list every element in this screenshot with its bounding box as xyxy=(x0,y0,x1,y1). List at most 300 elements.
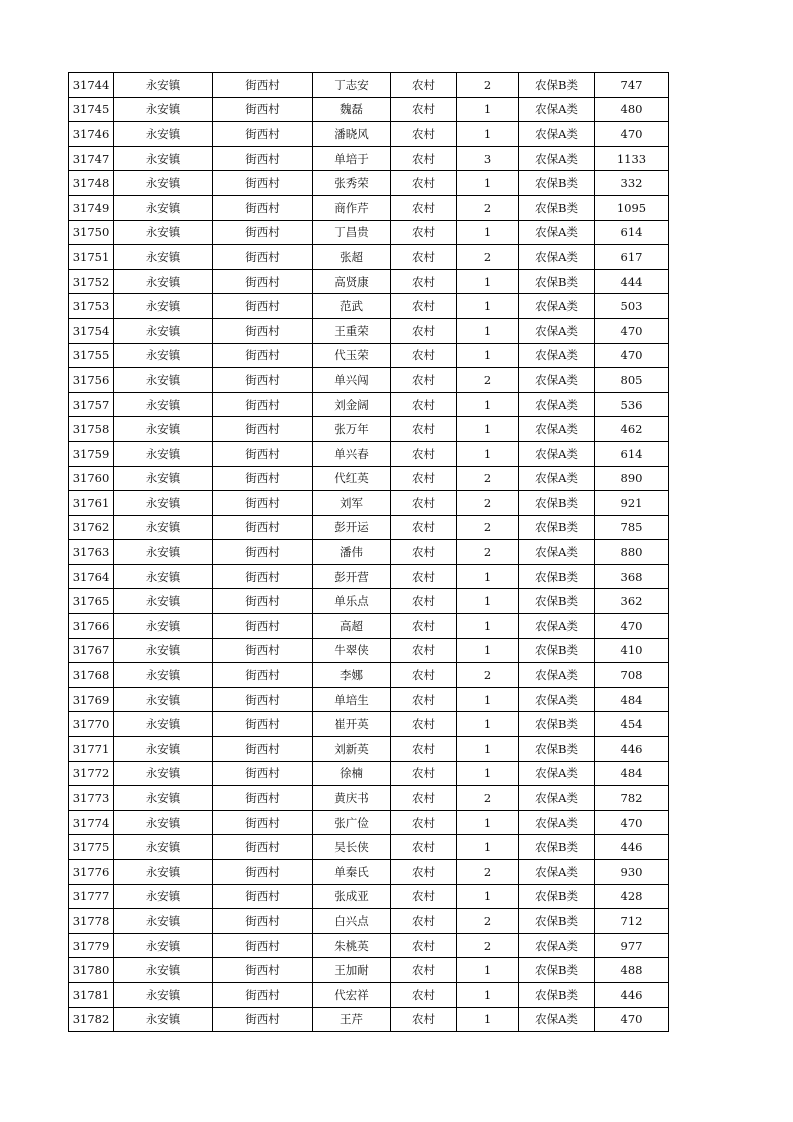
town-cell: 永安镇 xyxy=(114,589,213,614)
member-count-cell: 2 xyxy=(457,786,519,811)
amount-cell: 470 xyxy=(595,810,669,835)
insurance-type-cell: 农保A类 xyxy=(519,810,595,835)
table-row xyxy=(69,392,669,417)
member-count-cell: 1 xyxy=(457,614,519,639)
village-cell: 街西村 xyxy=(213,441,313,466)
village-cell: 街西村 xyxy=(213,195,313,220)
village-cell: 街西村 xyxy=(213,835,313,860)
amount-cell: 470 xyxy=(595,1007,669,1032)
town-cell: 永安镇 xyxy=(114,171,213,196)
table-row xyxy=(69,318,669,343)
member-count-cell: 1 xyxy=(457,441,519,466)
household-type-cell: 农村 xyxy=(391,638,457,663)
table-row xyxy=(69,712,669,737)
household-type-cell: 农村 xyxy=(391,687,457,712)
name-cell: 高贤康 xyxy=(313,269,391,294)
id-cell: 31751 xyxy=(69,245,114,270)
household-type-cell: 农村 xyxy=(391,884,457,909)
household-type-cell: 农村 xyxy=(391,195,457,220)
household-type-cell: 农村 xyxy=(391,392,457,417)
name-cell: 潘伟 xyxy=(313,540,391,565)
household-type-cell: 农村 xyxy=(391,737,457,762)
insurance-type-cell: 农保B类 xyxy=(519,712,595,737)
amount-cell: 446 xyxy=(595,982,669,1007)
member-count-cell: 1 xyxy=(457,318,519,343)
village-cell: 街西村 xyxy=(213,810,313,835)
village-cell: 街西村 xyxy=(213,761,313,786)
member-count-cell: 2 xyxy=(457,909,519,934)
id-cell: 31777 xyxy=(69,884,114,909)
town-cell: 永安镇 xyxy=(114,122,213,147)
member-count-cell: 1 xyxy=(457,343,519,368)
id-cell: 31760 xyxy=(69,466,114,491)
id-cell: 31745 xyxy=(69,97,114,122)
name-cell: 单秦氏 xyxy=(313,860,391,885)
id-cell: 31766 xyxy=(69,614,114,639)
insurance-type-cell: 农保A类 xyxy=(519,663,595,688)
amount-cell: 712 xyxy=(595,909,669,934)
insurance-type-cell: 农保A类 xyxy=(519,392,595,417)
town-cell: 永安镇 xyxy=(114,343,213,368)
amount-cell: 503 xyxy=(595,294,669,319)
table-row xyxy=(69,564,669,589)
insurance-type-cell: 农保A类 xyxy=(519,146,595,171)
town-cell: 永安镇 xyxy=(114,835,213,860)
table-row xyxy=(69,835,669,860)
town-cell: 永安镇 xyxy=(114,97,213,122)
member-count-cell: 1 xyxy=(457,1007,519,1032)
village-cell: 街西村 xyxy=(213,417,313,442)
member-count-cell: 2 xyxy=(457,245,519,270)
id-cell: 31782 xyxy=(69,1007,114,1032)
amount-cell: 480 xyxy=(595,97,669,122)
household-type-cell: 农村 xyxy=(391,146,457,171)
id-cell: 31752 xyxy=(69,269,114,294)
town-cell: 永安镇 xyxy=(114,294,213,319)
table-row xyxy=(69,540,669,565)
member-count-cell: 1 xyxy=(457,564,519,589)
household-type-cell: 农村 xyxy=(391,269,457,294)
member-count-cell: 2 xyxy=(457,663,519,688)
village-cell: 街西村 xyxy=(213,884,313,909)
insurance-type-cell: 农保A类 xyxy=(519,466,595,491)
amount-cell: 617 xyxy=(595,245,669,270)
household-type-cell: 农村 xyxy=(391,97,457,122)
name-cell: 高超 xyxy=(313,614,391,639)
name-cell: 朱桃英 xyxy=(313,933,391,958)
name-cell: 徐楠 xyxy=(313,761,391,786)
village-cell: 街西村 xyxy=(213,392,313,417)
table-row xyxy=(69,417,669,442)
town-cell: 永安镇 xyxy=(114,220,213,245)
amount-cell: 362 xyxy=(595,589,669,614)
insurance-type-cell: 农保B类 xyxy=(519,982,595,1007)
household-type-cell: 农村 xyxy=(391,73,457,98)
village-cell: 街西村 xyxy=(213,909,313,934)
town-cell: 永安镇 xyxy=(114,245,213,270)
village-cell: 街西村 xyxy=(213,589,313,614)
town-cell: 永安镇 xyxy=(114,417,213,442)
table-row xyxy=(69,638,669,663)
name-cell: 刘金阔 xyxy=(313,392,391,417)
table-row xyxy=(69,884,669,909)
member-count-cell: 1 xyxy=(457,982,519,1007)
town-cell: 永安镇 xyxy=(114,933,213,958)
table-row xyxy=(69,810,669,835)
village-cell: 街西村 xyxy=(213,564,313,589)
household-type-cell: 农村 xyxy=(391,810,457,835)
village-cell: 街西村 xyxy=(213,245,313,270)
name-cell: 单乐点 xyxy=(313,589,391,614)
id-cell: 31769 xyxy=(69,687,114,712)
amount-cell: 977 xyxy=(595,933,669,958)
member-count-cell: 1 xyxy=(457,737,519,762)
member-count-cell: 1 xyxy=(457,417,519,442)
member-count-cell: 1 xyxy=(457,122,519,147)
id-cell: 31771 xyxy=(69,737,114,762)
id-cell: 31781 xyxy=(69,982,114,1007)
household-type-cell: 农村 xyxy=(391,245,457,270)
household-type-cell: 农村 xyxy=(391,491,457,516)
name-cell: 潘晓风 xyxy=(313,122,391,147)
household-type-cell: 农村 xyxy=(391,589,457,614)
insurance-type-cell: 农保B类 xyxy=(519,835,595,860)
name-cell: 代玉荣 xyxy=(313,343,391,368)
table-row xyxy=(69,368,669,393)
data-table xyxy=(68,72,669,1032)
village-cell: 街西村 xyxy=(213,146,313,171)
id-cell: 31758 xyxy=(69,417,114,442)
household-type-cell: 农村 xyxy=(391,860,457,885)
id-cell: 31772 xyxy=(69,761,114,786)
village-cell: 街西村 xyxy=(213,540,313,565)
id-cell: 31775 xyxy=(69,835,114,860)
town-cell: 永安镇 xyxy=(114,614,213,639)
name-cell: 单兴春 xyxy=(313,441,391,466)
town-cell: 永安镇 xyxy=(114,909,213,934)
table-row xyxy=(69,195,669,220)
insurance-type-cell: 农保A类 xyxy=(519,245,595,270)
insurance-type-cell: 农保A类 xyxy=(519,294,595,319)
household-type-cell: 农村 xyxy=(391,220,457,245)
amount-cell: 462 xyxy=(595,417,669,442)
insurance-type-cell: 农保A类 xyxy=(519,318,595,343)
member-count-cell: 2 xyxy=(457,933,519,958)
table-row xyxy=(69,786,669,811)
insurance-type-cell: 农保A类 xyxy=(519,687,595,712)
id-cell: 31744 xyxy=(69,73,114,98)
amount-cell: 614 xyxy=(595,441,669,466)
town-cell: 永安镇 xyxy=(114,761,213,786)
household-type-cell: 农村 xyxy=(391,318,457,343)
village-cell: 街西村 xyxy=(213,368,313,393)
name-cell: 刘军 xyxy=(313,491,391,516)
insurance-type-cell: 农保A类 xyxy=(519,368,595,393)
insurance-type-cell: 农保A类 xyxy=(519,761,595,786)
amount-cell: 930 xyxy=(595,860,669,885)
amount-cell: 488 xyxy=(595,958,669,983)
id-cell: 31764 xyxy=(69,564,114,589)
village-cell: 街西村 xyxy=(213,515,313,540)
name-cell: 张广俭 xyxy=(313,810,391,835)
insurance-type-cell: 农保B类 xyxy=(519,515,595,540)
name-cell: 王重荣 xyxy=(313,318,391,343)
id-cell: 31747 xyxy=(69,146,114,171)
table-row xyxy=(69,933,669,958)
name-cell: 代宏祥 xyxy=(313,982,391,1007)
table-row xyxy=(69,958,669,983)
amount-cell: 428 xyxy=(595,884,669,909)
village-cell: 街西村 xyxy=(213,638,313,663)
name-cell: 代红英 xyxy=(313,466,391,491)
amount-cell: 470 xyxy=(595,122,669,147)
village-cell: 街西村 xyxy=(213,97,313,122)
table-row xyxy=(69,146,669,171)
insurance-type-cell: 农保B类 xyxy=(519,884,595,909)
village-cell: 街西村 xyxy=(213,614,313,639)
village-cell: 街西村 xyxy=(213,958,313,983)
name-cell: 王芹 xyxy=(313,1007,391,1032)
name-cell: 彭开运 xyxy=(313,515,391,540)
amount-cell: 890 xyxy=(595,466,669,491)
household-type-cell: 农村 xyxy=(391,343,457,368)
town-cell: 永安镇 xyxy=(114,540,213,565)
insurance-type-cell: 农保A类 xyxy=(519,933,595,958)
household-type-cell: 农村 xyxy=(391,761,457,786)
name-cell: 刘新英 xyxy=(313,737,391,762)
amount-cell: 454 xyxy=(595,712,669,737)
village-cell: 街西村 xyxy=(213,982,313,1007)
id-cell: 31765 xyxy=(69,589,114,614)
village-cell: 街西村 xyxy=(213,687,313,712)
insurance-type-cell: 农保A类 xyxy=(519,122,595,147)
household-type-cell: 农村 xyxy=(391,368,457,393)
member-count-cell: 1 xyxy=(457,810,519,835)
insurance-type-cell: 农保B类 xyxy=(519,195,595,220)
insurance-type-cell: 农保A类 xyxy=(519,417,595,442)
name-cell: 张秀荣 xyxy=(313,171,391,196)
town-cell: 永安镇 xyxy=(114,884,213,909)
town-cell: 永安镇 xyxy=(114,73,213,98)
name-cell: 丁昌贵 xyxy=(313,220,391,245)
name-cell: 李娜 xyxy=(313,663,391,688)
table-row xyxy=(69,491,669,516)
town-cell: 永安镇 xyxy=(114,1007,213,1032)
member-count-cell: 2 xyxy=(457,491,519,516)
household-type-cell: 农村 xyxy=(391,417,457,442)
member-count-cell: 1 xyxy=(457,589,519,614)
town-cell: 永安镇 xyxy=(114,368,213,393)
insurance-type-cell: 农保A类 xyxy=(519,540,595,565)
member-count-cell: 2 xyxy=(457,515,519,540)
household-type-cell: 农村 xyxy=(391,564,457,589)
amount-cell: 446 xyxy=(595,737,669,762)
town-cell: 永安镇 xyxy=(114,663,213,688)
member-count-cell: 1 xyxy=(457,97,519,122)
household-type-cell: 农村 xyxy=(391,933,457,958)
insurance-type-cell: 农保A类 xyxy=(519,860,595,885)
id-cell: 31754 xyxy=(69,318,114,343)
member-count-cell: 1 xyxy=(457,392,519,417)
member-count-cell: 2 xyxy=(457,540,519,565)
household-type-cell: 农村 xyxy=(391,786,457,811)
village-cell: 街西村 xyxy=(213,73,313,98)
insurance-type-cell: 农保A类 xyxy=(519,614,595,639)
insurance-type-cell: 农保B类 xyxy=(519,269,595,294)
amount-cell: 805 xyxy=(595,368,669,393)
village-cell: 街西村 xyxy=(213,933,313,958)
town-cell: 永安镇 xyxy=(114,392,213,417)
town-cell: 永安镇 xyxy=(114,466,213,491)
name-cell: 单兴闯 xyxy=(313,368,391,393)
amount-cell: 484 xyxy=(595,761,669,786)
amount-cell: 470 xyxy=(595,614,669,639)
id-cell: 31767 xyxy=(69,638,114,663)
name-cell: 牛翠侠 xyxy=(313,638,391,663)
id-cell: 31746 xyxy=(69,122,114,147)
town-cell: 永安镇 xyxy=(114,810,213,835)
id-cell: 31759 xyxy=(69,441,114,466)
table-row xyxy=(69,441,669,466)
village-cell: 街西村 xyxy=(213,343,313,368)
table-row xyxy=(69,220,669,245)
insurance-type-cell: 农保B类 xyxy=(519,909,595,934)
table-row xyxy=(69,1007,669,1032)
table-row xyxy=(69,294,669,319)
insurance-type-cell: 农保B类 xyxy=(519,958,595,983)
name-cell: 魏磊 xyxy=(313,97,391,122)
id-cell: 31768 xyxy=(69,663,114,688)
name-cell: 单培于 xyxy=(313,146,391,171)
household-type-cell: 农村 xyxy=(391,614,457,639)
id-cell: 31776 xyxy=(69,860,114,885)
insurance-type-cell: 农保B类 xyxy=(519,737,595,762)
town-cell: 永安镇 xyxy=(114,515,213,540)
town-cell: 永安镇 xyxy=(114,687,213,712)
town-cell: 永安镇 xyxy=(114,441,213,466)
name-cell: 张成亚 xyxy=(313,884,391,909)
household-type-cell: 农村 xyxy=(391,982,457,1007)
table-row xyxy=(69,589,669,614)
member-count-cell: 1 xyxy=(457,884,519,909)
table-row xyxy=(69,515,669,540)
id-cell: 31749 xyxy=(69,195,114,220)
amount-cell: 747 xyxy=(595,73,669,98)
member-count-cell: 2 xyxy=(457,195,519,220)
table-row xyxy=(69,343,669,368)
table-row xyxy=(69,73,669,98)
insurance-type-cell: 农保A类 xyxy=(519,1007,595,1032)
town-cell: 永安镇 xyxy=(114,638,213,663)
town-cell: 永安镇 xyxy=(114,982,213,1007)
amount-cell: 1095 xyxy=(595,195,669,220)
id-cell: 31761 xyxy=(69,491,114,516)
id-cell: 31750 xyxy=(69,220,114,245)
village-cell: 街西村 xyxy=(213,712,313,737)
name-cell: 白兴点 xyxy=(313,909,391,934)
insurance-type-cell: 农保B类 xyxy=(519,638,595,663)
town-cell: 永安镇 xyxy=(114,737,213,762)
member-count-cell: 1 xyxy=(457,835,519,860)
table-row xyxy=(69,97,669,122)
table-row xyxy=(69,687,669,712)
id-cell: 31762 xyxy=(69,515,114,540)
name-cell: 彭开营 xyxy=(313,564,391,589)
member-count-cell: 2 xyxy=(457,466,519,491)
village-cell: 街西村 xyxy=(213,663,313,688)
household-type-cell: 农村 xyxy=(391,712,457,737)
amount-cell: 444 xyxy=(595,269,669,294)
table-row xyxy=(69,663,669,688)
table-row xyxy=(69,614,669,639)
insurance-type-cell: 农保A类 xyxy=(519,220,595,245)
village-cell: 街西村 xyxy=(213,466,313,491)
table-row xyxy=(69,269,669,294)
household-type-cell: 农村 xyxy=(391,122,457,147)
amount-cell: 1133 xyxy=(595,146,669,171)
household-type-cell: 农村 xyxy=(391,171,457,196)
amount-cell: 536 xyxy=(595,392,669,417)
id-cell: 31756 xyxy=(69,368,114,393)
household-type-cell: 农村 xyxy=(391,540,457,565)
table-row xyxy=(69,171,669,196)
table-row xyxy=(69,860,669,885)
village-cell: 街西村 xyxy=(213,1007,313,1032)
name-cell: 张万年 xyxy=(313,417,391,442)
insurance-type-cell: 农保A类 xyxy=(519,343,595,368)
amount-cell: 484 xyxy=(595,687,669,712)
amount-cell: 614 xyxy=(595,220,669,245)
name-cell: 范武 xyxy=(313,294,391,319)
table-row xyxy=(69,122,669,147)
village-cell: 街西村 xyxy=(213,171,313,196)
household-type-cell: 农村 xyxy=(391,958,457,983)
town-cell: 永安镇 xyxy=(114,712,213,737)
id-cell: 31780 xyxy=(69,958,114,983)
member-count-cell: 1 xyxy=(457,712,519,737)
town-cell: 永安镇 xyxy=(114,958,213,983)
village-cell: 街西村 xyxy=(213,122,313,147)
id-cell: 31753 xyxy=(69,294,114,319)
member-count-cell: 3 xyxy=(457,146,519,171)
member-count-cell: 1 xyxy=(457,294,519,319)
insurance-type-cell: 农保B类 xyxy=(519,491,595,516)
table-row xyxy=(69,982,669,1007)
amount-cell: 782 xyxy=(595,786,669,811)
village-cell: 街西村 xyxy=(213,860,313,885)
id-cell: 31773 xyxy=(69,786,114,811)
village-cell: 街西村 xyxy=(213,269,313,294)
id-cell: 31778 xyxy=(69,909,114,934)
insurance-type-cell: 农保B类 xyxy=(519,564,595,589)
town-cell: 永安镇 xyxy=(114,195,213,220)
member-count-cell: 1 xyxy=(457,171,519,196)
amount-cell: 368 xyxy=(595,564,669,589)
id-cell: 31763 xyxy=(69,540,114,565)
table-row xyxy=(69,466,669,491)
household-type-cell: 农村 xyxy=(391,294,457,319)
household-type-cell: 农村 xyxy=(391,441,457,466)
member-count-cell: 2 xyxy=(457,368,519,393)
amount-cell: 921 xyxy=(595,491,669,516)
name-cell: 黄庆书 xyxy=(313,786,391,811)
id-cell: 31779 xyxy=(69,933,114,958)
household-type-cell: 农村 xyxy=(391,663,457,688)
member-count-cell: 1 xyxy=(457,687,519,712)
member-count-cell: 1 xyxy=(457,638,519,663)
town-cell: 永安镇 xyxy=(114,491,213,516)
village-cell: 街西村 xyxy=(213,294,313,319)
